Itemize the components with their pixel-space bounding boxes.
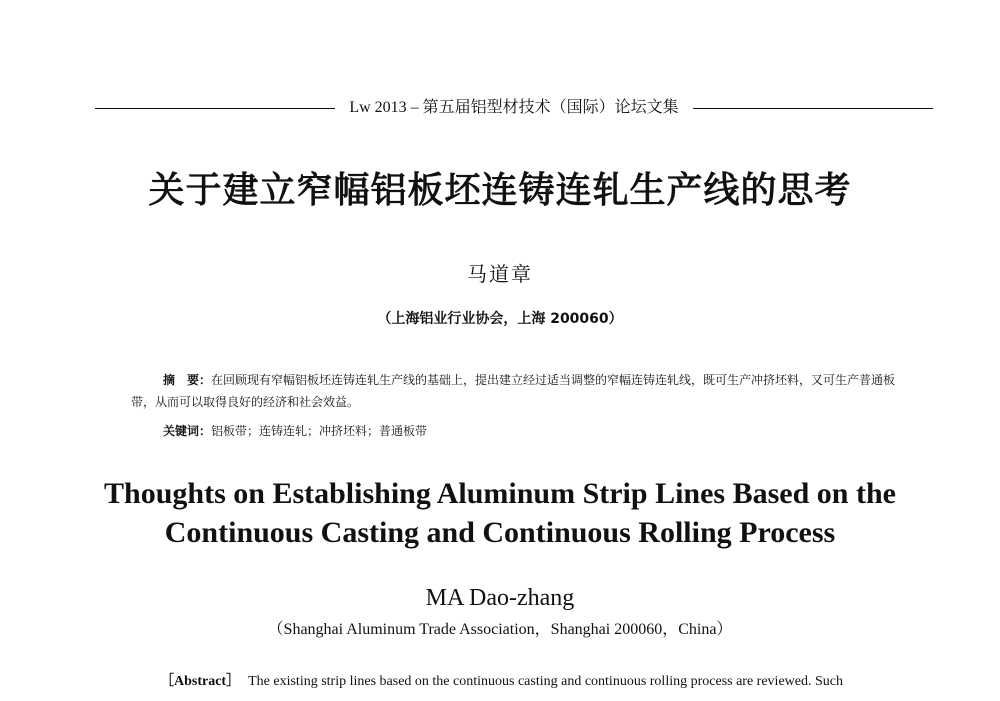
chinese-title: 关于建立窄幅铝板坯连铸连轧生产线的思考 xyxy=(148,169,852,211)
english-abstract-text: The existing strip lines based on the continuous casting and continuous rolling process are reviewed. Such xyxy=(248,674,843,689)
english-title xyxy=(0,474,1000,552)
running-header xyxy=(95,95,933,121)
chinese-abstract-paragraph xyxy=(131,369,899,413)
english-title-line-2: Continuous Casting and Continuous Rolling Process xyxy=(164,516,836,549)
english-affiliation: （Shanghai Aluminum Trade Association，Shanghai 200060，China） xyxy=(267,621,733,638)
english-author: MA Dao-zhang xyxy=(425,585,575,611)
chinese-keywords-text: 铝板带；连铸连轧；冲挤坯料；普通板带 xyxy=(211,424,428,438)
chinese-abstract xyxy=(131,369,899,413)
chinese-keywords xyxy=(131,421,899,441)
chinese-abstract-label: 摘 要： xyxy=(163,373,212,387)
running-head-text: Lw 2013 – 第五届铝型材技术（国际）论坛文集 xyxy=(349,99,679,116)
chinese-keywords-label: 关键词： xyxy=(163,424,212,438)
chinese-affiliation: （上海铝业行业协会，上海 200060） xyxy=(377,311,623,327)
chinese-author: 马道章 xyxy=(467,262,533,286)
english-abstract-label: ［Abstract］ xyxy=(160,674,241,689)
chinese-abstract-text: 在回顾现有窄幅铝板坯连铸连轧生产线的基础上，提出建立经过适当调整的窄幅连铸连轧线，既可生产冲挤坯料，又可生产普通板带，从而可以取得良好的经济和社会效益。 xyxy=(131,373,896,409)
header-rule-left xyxy=(95,108,335,109)
english-abstract xyxy=(160,670,900,694)
header-rule-right xyxy=(693,108,933,109)
english-title-line-1: Thoughts on Establishing Aluminum Strip Lines Based on the xyxy=(104,477,896,510)
